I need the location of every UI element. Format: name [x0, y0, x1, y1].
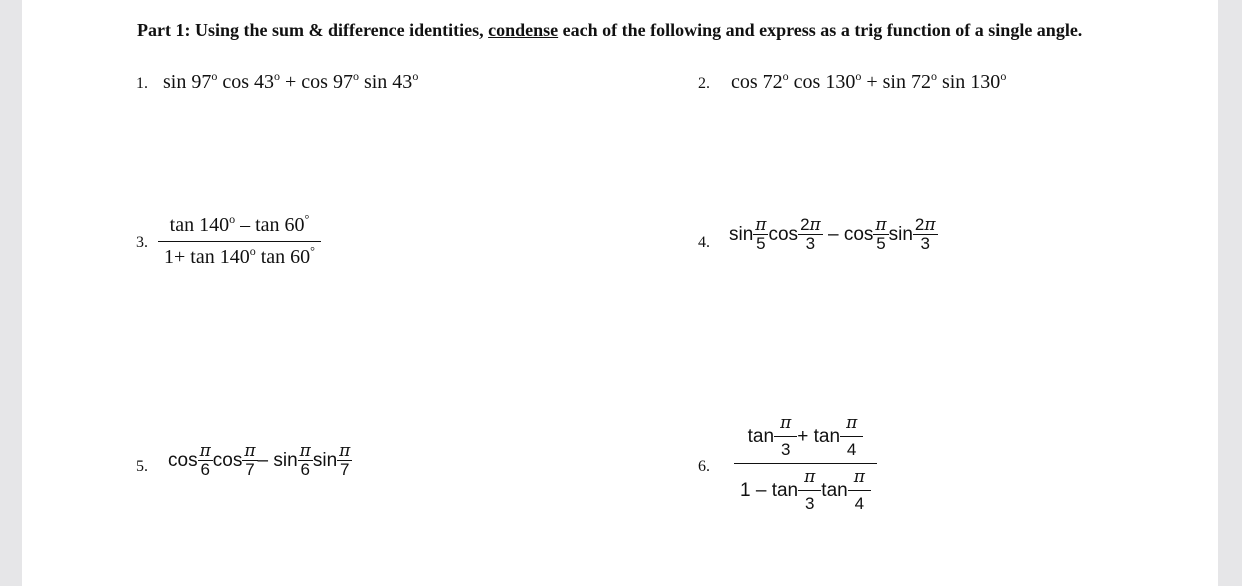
problem-5-expression: cos $\frac{\pi}{6}$ cos $\frac{\pi}{7}$ – sin $\frac{\pi}{6}$ sin $\frac{\pi}{7}$	[168, 441, 351, 479]
problem-2-expression: cos 72$^o$ $\cos 130^o + \sin 72^o$ sin 130$^o$	[731, 69, 1007, 93]
heading-suffix: each of the following and express as a trig function of a single angle.	[562, 20, 1083, 40]
problem-6-denominator: 1 – tan $\frac{\pi}{3}$ tan $\frac{\pi}{4}$	[734, 463, 877, 513]
heading-prefix: Part 1: Using the sum & difference identities,	[137, 20, 484, 40]
problem-6-fraction	[734, 414, 877, 513]
left-margin	[0, 0, 22, 586]
problem-6-numerator: tan $\frac{\pi}{3}$ + tan $\frac{\pi}{4}$	[734, 414, 877, 463]
problem-4-expression: sin $\frac{\pi}{5}$ cos $\frac{2\pi}{3}$ – cos $\frac{\pi}{5}$ sin $\frac{2\pi}{3}$	[729, 215, 936, 253]
right-margin	[1218, 0, 1242, 586]
problem-5-number: 5.	[136, 458, 148, 475]
problem-4-number: 4.	[698, 234, 710, 251]
problem-2-number: 2.	[698, 75, 710, 92]
problem-3-denominator: 1+ tan 140$^o$ tan 60°	[158, 241, 321, 269]
part-heading	[137, 20, 1082, 41]
problem-3-fraction	[158, 214, 321, 269]
heading-underlined-word: condense	[488, 20, 559, 40]
document-page	[22, 0, 1218, 586]
problem-3-numerator: tan 140$^o$ – tan 60°	[169, 212, 310, 236]
problem-6-number: 6.	[698, 458, 710, 475]
problem-3-number: 3.	[136, 234, 148, 251]
problem-1-expression: sin 97$^o$ $\cos 43^o + \cos 97^o$ sin 43$^o$	[163, 69, 419, 93]
problem-1-number: 1.	[136, 75, 148, 92]
